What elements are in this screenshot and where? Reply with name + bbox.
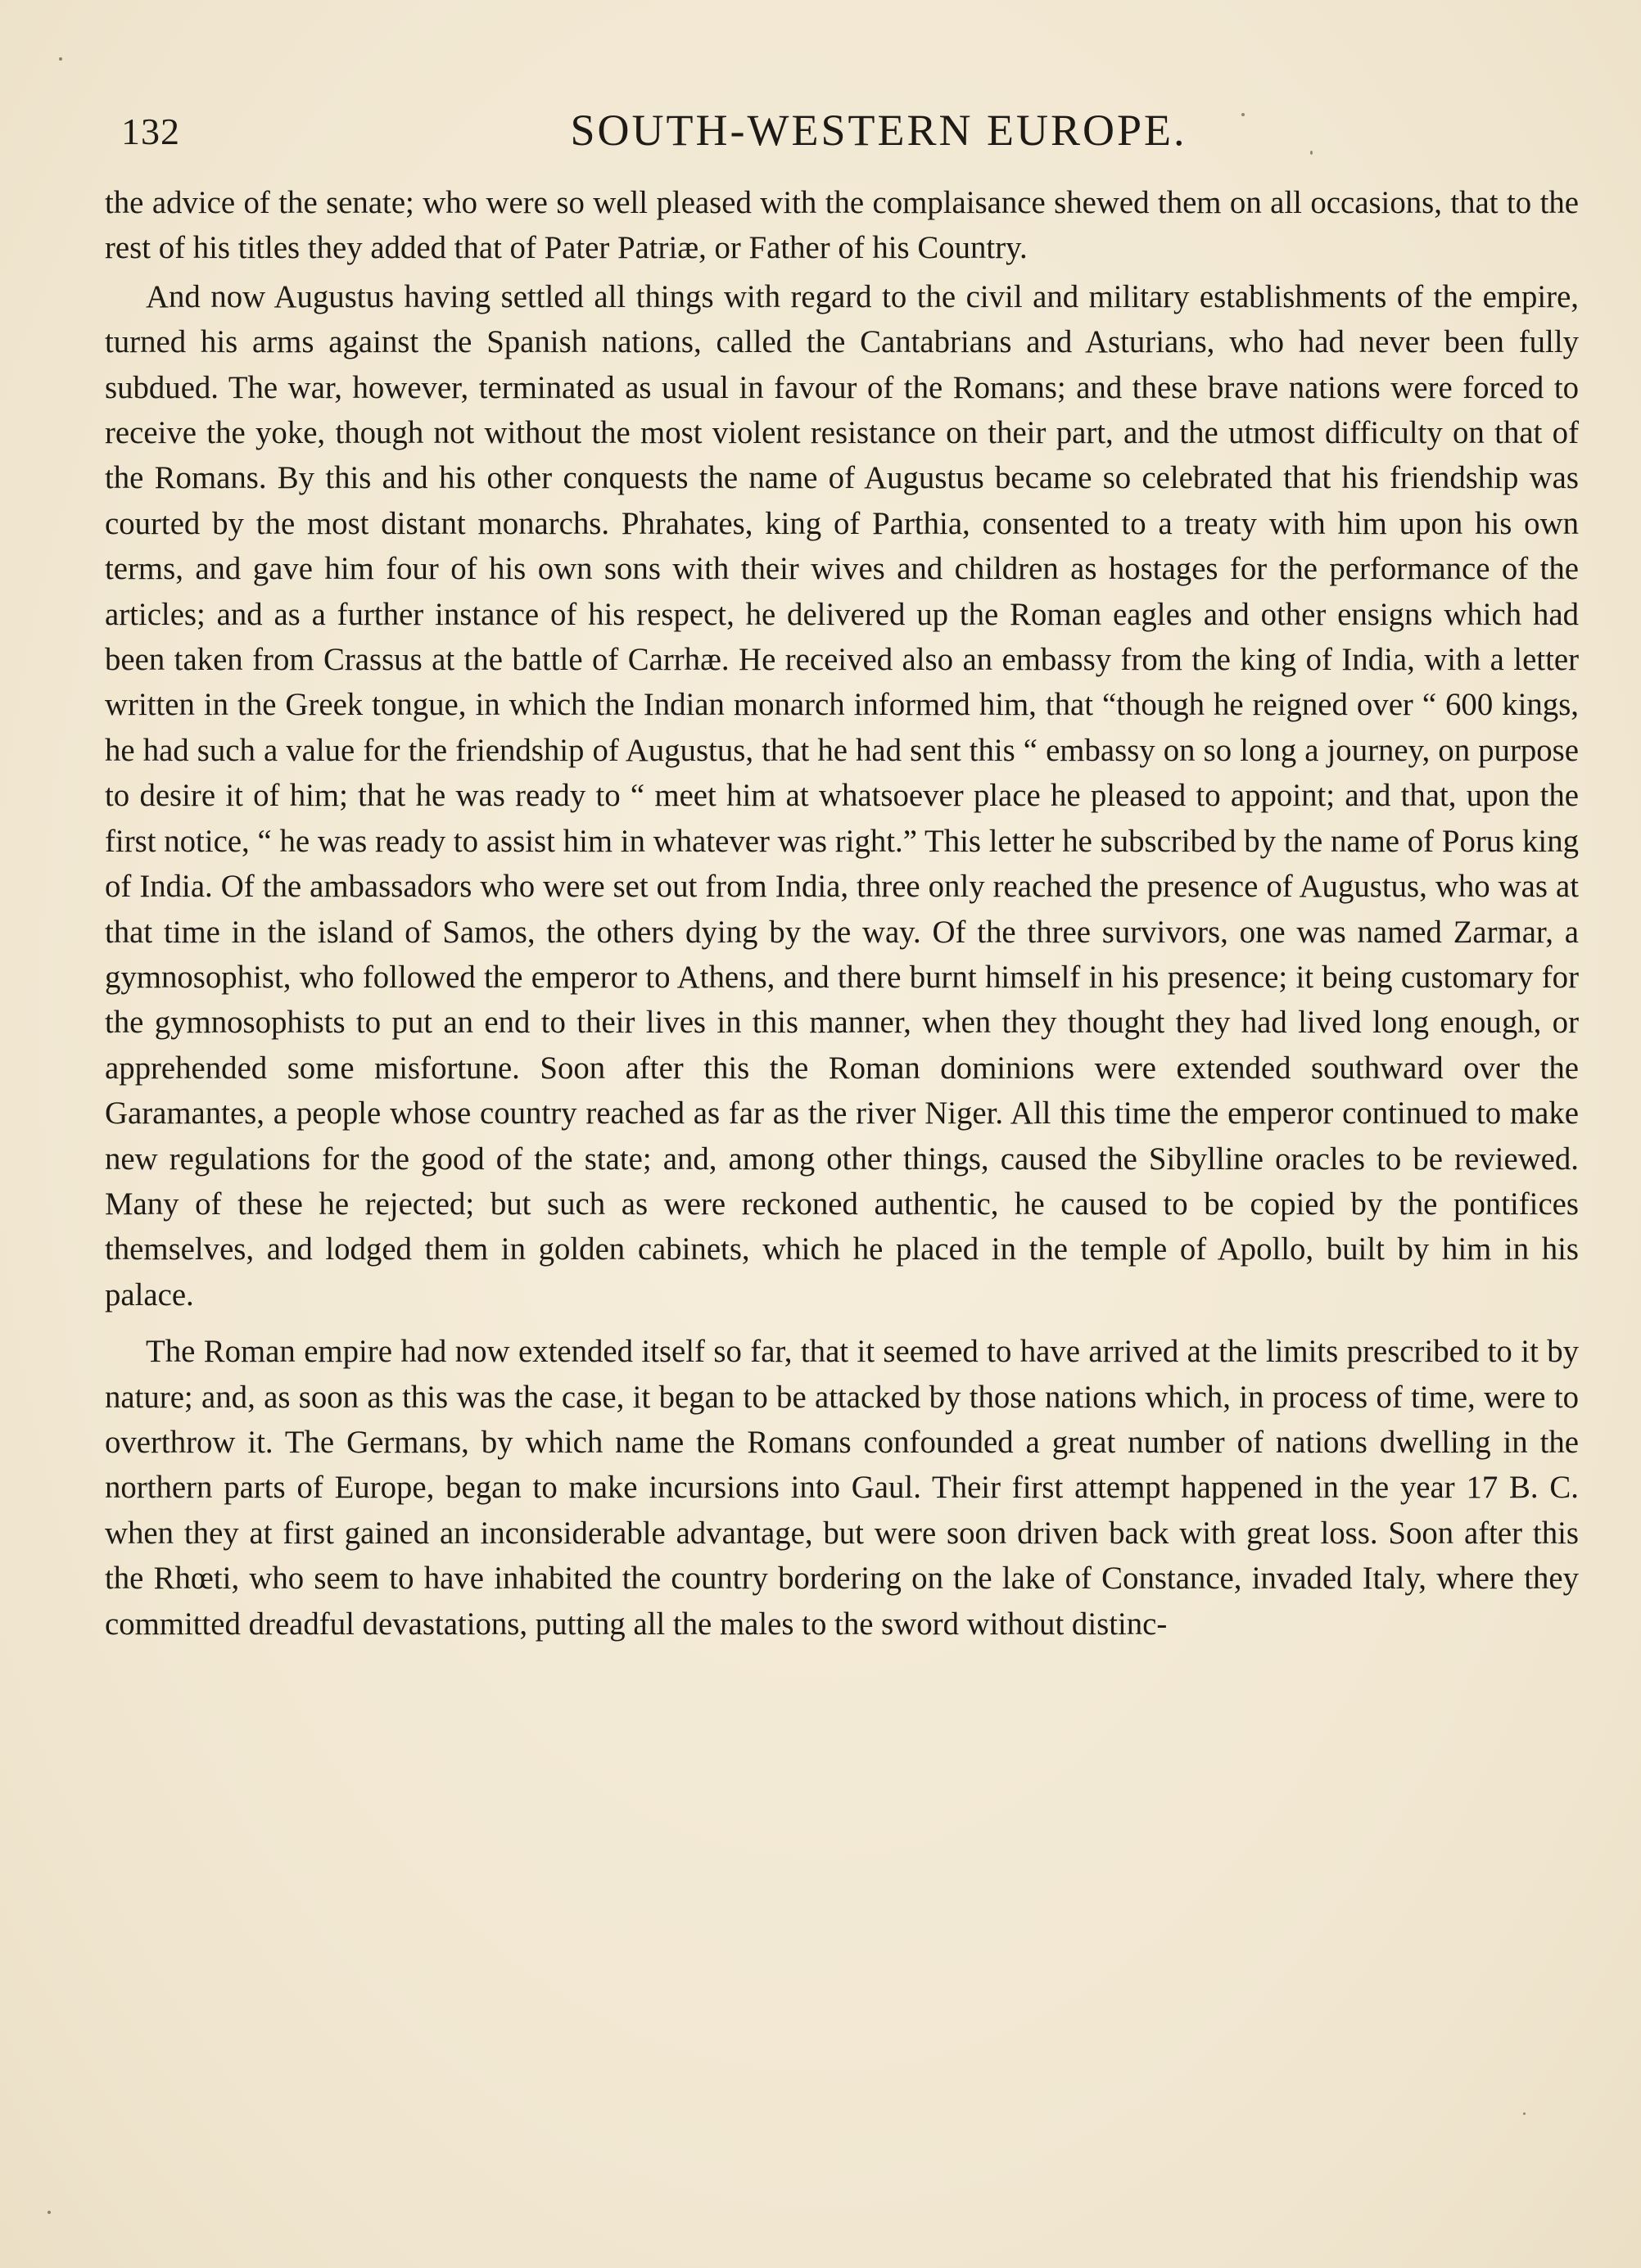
paper-speck xyxy=(59,57,62,61)
paragraph-continued: the advice of the senate; who were so well pleased with the complaisance shewed them on all occasions, that to the rest of his titles they added that of Pater Patriæ, or Father of his Country. xyxy=(105,185,1579,266)
running-title: SOUTH-WESTERN EUROPE. xyxy=(570,106,1187,155)
page-header xyxy=(113,105,1579,162)
body-text xyxy=(105,180,1579,1647)
paper-speck xyxy=(1241,113,1245,116)
paper-speck xyxy=(1523,2112,1526,2115)
paper-speck xyxy=(47,2211,51,2214)
paragraph-roman-empire-limits: The Roman empire had now extended itself so far, that it seemed to have arrived at the limits prescribed to it by nature; and, as soon as this was the case, it began to be attacked by those nations which, in process of time, were to overthrow it. The Germans, by which name the Romans confounded a great number of nations dwelling in the northern parts of Europe, began to make incursions into Gaul. Their first attempt happened in the year 17 B. C. when they at first gained an inconsiderable advantage, but were soon driven back with great loss. Soon after this the Rhœti, who seem to have inhabited the country bordering on the lake of Constance, invaded Italy, where they committed dreadful devastations, putting all the males to the sword without distinc- xyxy=(105,1334,1579,1642)
paragraph-augustus-conquests: And now Augustus having settled all things with regard to the civil and military establishments of the empire, turned his arms against the Spanish nations, called the Cantabrians and Asturians, who had never been fully subdued. The war, however, terminated as usual in favour of the Romans; and these brave nations were forced to receive the yoke, though not without the most violent resistance on their part, and the utmost difficulty on that of the Romans. By this and his other conquests the name of Augustus became so celebrated that his friendship was courted by the most distant monarchs. Phrahates, king of Parthia, consented to a treaty with him upon his own terms, and gave him four of his own sons with their wives and children as hostages for the performance of the articles; and as a further instance of his respect, he delivered up the Roman eagles and other ensigns which had been taken from Crassus at the battle of Carrhæ. He received also an embassy from the king of India, with a letter written in the Greek tongue, in which the Indian monarch informed him, that “though he reigned over “ 600 kings, he had such a value for the friendship of Augustus, that he had sent this “ embassy on so long a journey, on purpose to desire it of him; that he was ready to “ meet him at whatsoever place he pleased to appoint; and that, upon the first notice, “ he was ready to assist him in whatever was right.” This letter he subscribed by the name of Porus king of India. Of the ambassadors who were set out from India, three only reached the presence of Augustus, who was at that time in the island of Samos, the others dying by the way. Of the three survivors, one was named Zarmar, a gymnosophist, who followed the emperor to Athens, and there burnt himself in his presence; it being customary for the gymnosophists to put an end to their lives in this manner, when they thought they had lived long enough, or apprehended some misfortune. Soon after this the Roman dominions were extended southward over the Garamantes, a people whose country reached as far as the river Niger. All this time the emperor continued to make new regulations for the good of the state; and, among other things, caused the Sibylline oracles to be reviewed. Many of these he rejected; but such as were reckoned authentic, he caused to be copied by the pontifices themselves, and lodged them in golden cabinets, which he placed in the temple of Apollo, built by him in his palace. xyxy=(105,278,1579,1312)
paper-speck xyxy=(1310,151,1313,155)
page-number: 132 xyxy=(121,111,180,152)
